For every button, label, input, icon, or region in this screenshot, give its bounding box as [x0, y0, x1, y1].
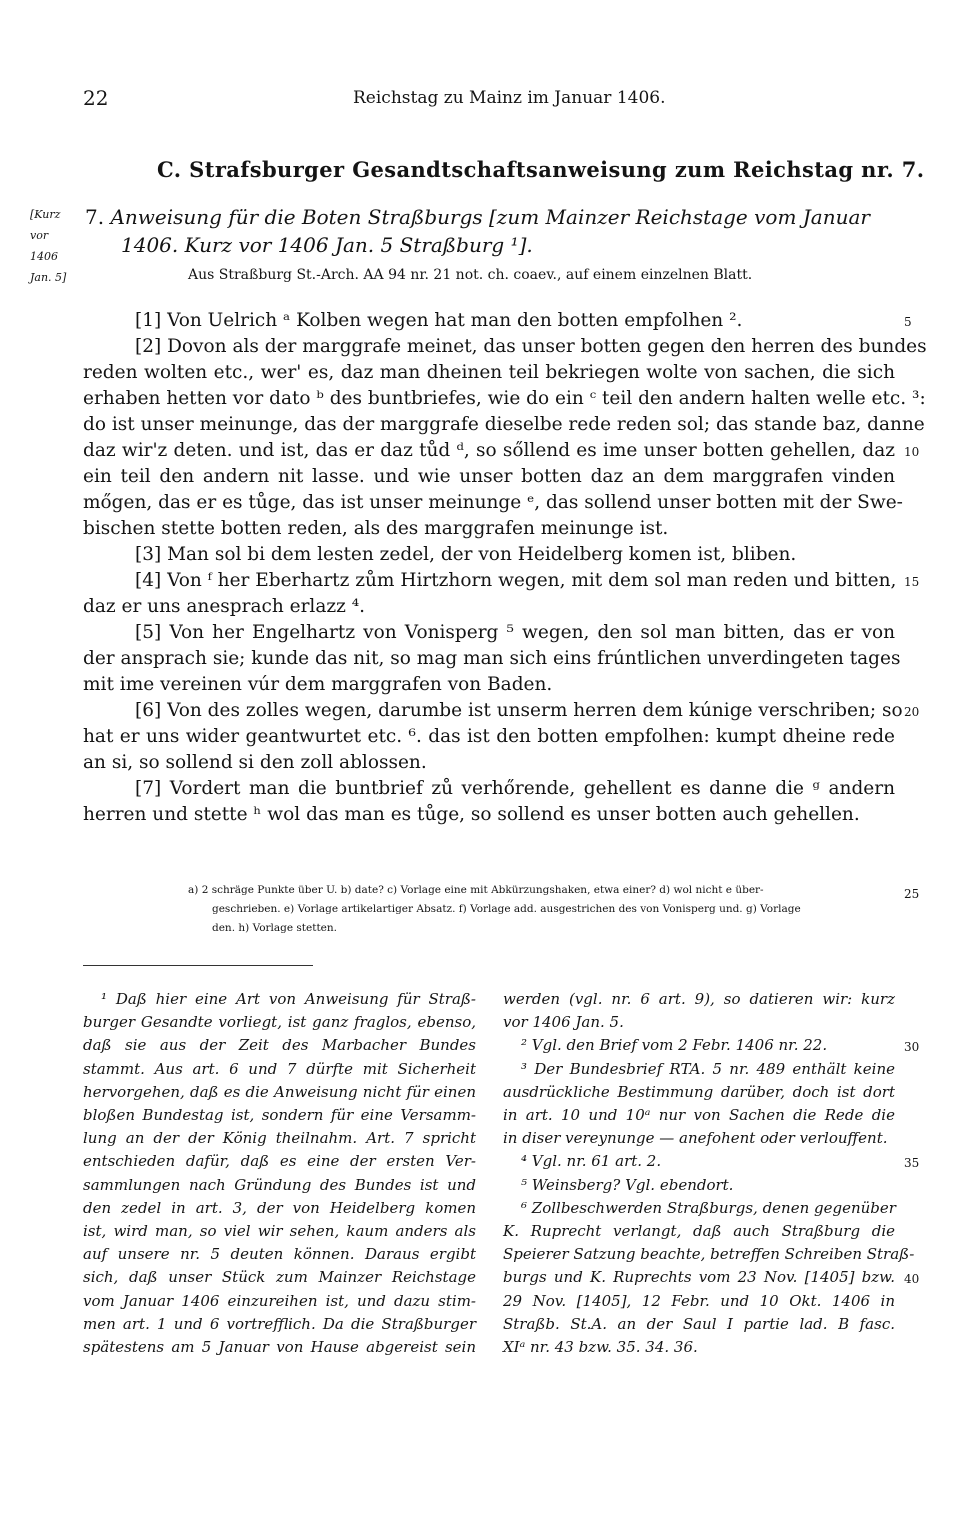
body-line: [7] Vordert man die buntbrief zů verhőrende, gehellent es danne die ᵍ andern: [135, 778, 895, 799]
footnote-line: vor 1406 Jan. 5.: [503, 1013, 624, 1032]
footnote-line: ⁵ Weinsberg? Vgl. ebendort.: [521, 1175, 734, 1194]
line-number: 20: [904, 705, 920, 719]
page-number: 22: [83, 86, 109, 110]
body-line: [3] Man sol bi dem lesten zedel, der von Heidelberg komen ist, bliben.: [135, 544, 797, 565]
body-line: erhaben hetten vor dato ᵇ des buntbriefes, wie do ein ᶜ teil den andern halten welle etc. ³:: [83, 388, 926, 409]
footnote-line: den zedel in art. 3, der von Heidelberg komen: [83, 1198, 476, 1217]
body-line: ein teil den andern nit lasse. und wie unser botten daz an dem marggrafen vinden: [83, 466, 895, 487]
body-line: der ansprach sie; kunde das nit, so mag man sich eins frúntlichen unverdingeten tages: [83, 648, 901, 669]
margin-note-line: vor: [30, 229, 49, 242]
document-number: 7.: [85, 205, 105, 229]
line-number: 40: [904, 1272, 920, 1287]
footnote-line: stammt. Aus art. 6 und 7 dürfte mit Sicherheit: [83, 1059, 476, 1078]
footnote-line: ¹ Daß hier eine Art von Anweisung für Straß-: [101, 990, 476, 1008]
body-line: herren und stette ʰ wol das man es tůge, so sollend es unser botten auch gehellen.: [83, 804, 860, 825]
section-title: C. Strafsburger Gesandtschaftsanweisung zum Reichstag nr. 7.: [157, 157, 925, 182]
body-line: do ist unser meinunge, das der marggrafe dieselbe rede reden sol; das stande baz, danne: [83, 414, 925, 435]
footnote-line: ³ Der Bundesbrief RTA. 5 nr. 489 enthält keine: [521, 1059, 895, 1078]
line-number: 5: [904, 315, 912, 329]
margin-note-line: Jan. 5]: [30, 271, 67, 284]
footnote-line: ausdrückliche Bestimmung darüber, doch ist dort: [503, 1082, 895, 1101]
footnote-line: sammlungen nach Gründung des Bundes ist und: [83, 1175, 476, 1194]
body-line: daz er uns anesprach erlazz ⁴.: [83, 596, 366, 617]
footnote-line: entschieden dafür, daß es eine der ersten Ver-: [83, 1152, 476, 1171]
line-number: 30: [904, 1040, 920, 1055]
document-title: [85, 203, 870, 259]
footnote-line: in diser vereynunge — anefohent oder verlouffent.: [503, 1129, 888, 1148]
source-line: Aus Straßburg St.-Arch. AA 94 nr. 21 not. ch. coaev., auf einem einzelnen Blatt.: [188, 267, 753, 283]
body-line: hat er uns wider geantwurtet etc. ⁶. das ist den botten empfolhen: kumpt dheine rede: [83, 726, 895, 747]
footnote-line: lung an der der König theilnahm. Art. 7 spricht: [83, 1129, 476, 1148]
margin-date-note: [30, 204, 66, 288]
body-line: mőgen, das er es tůge, das ist unser meinunge ᵉ, das sollend unser botten mit der Swe-: [83, 492, 903, 513]
footnote-line: bloßen Bundestag ist, sondern für eine Versamm-: [83, 1106, 476, 1125]
footnote-line: 29 Nov. [1405], 12 Febr. und 10 Okt. 1406 in: [503, 1291, 895, 1310]
footnote-line: werden (vgl. nr. 6 art. 9), so datieren wir: kurz: [503, 990, 895, 1008]
footnotes-left-column: [83, 988, 476, 1359]
doc-title-line: Anweisung für die Boten Straßburgs [zum Mainzer Reichstage vom Januar: [110, 205, 870, 229]
margin-note-line: 1406: [30, 250, 58, 263]
body-line: daz wir'z deten. und ist, das er daz tůd ᵈ, so sőllend es ime unser botten gehellen, daz: [83, 440, 895, 461]
body-line: bischen stette botten reden, als des marggrafen meinunge ist.: [83, 518, 669, 539]
footnote-line: men art. 1 und 6 vortrefflich. Da die Straßburger: [83, 1314, 476, 1333]
variant-note-line: a) 2 schräge Punkte über U. b) date? c) Vorlage eine mit Abkürzungshaken, etwa einer? d) wol nicht e über-: [188, 884, 764, 896]
footnote-line: in art. 10 und 10ᵃ nur von Sachen die Rede die: [503, 1106, 895, 1125]
line-number: 15: [904, 575, 920, 589]
footnote-line: daß sie aus der Zeit des Marbacher Bundes: [83, 1036, 476, 1055]
line-number: 10: [904, 445, 920, 459]
footnote-line: ⁶ Zollbeschwerden Straßburgs, denen gegenüber: [521, 1198, 896, 1217]
body-line: mit ime vereinen vúr dem marggrafen von Baden.: [83, 674, 553, 695]
footnote-line: auf unsere nr. 5 deuten können. Daraus ergibt: [83, 1245, 476, 1264]
line-number: 25: [904, 887, 920, 901]
footnote-line: burger Gesandte vorliegt, ist ganz fraglos, ebenso,: [83, 1013, 476, 1032]
body-line: [6] Von des zolles wegen, darumbe ist unserm herren dem kúnige verschriben; so: [135, 700, 903, 721]
margin-note-line: [Kurz: [30, 208, 61, 221]
body-line: [2] Dovon als der marggrafe meinet, das unser botten gegen den herren des bundes: [135, 336, 927, 357]
line-number: 35: [904, 1156, 920, 1171]
footnote-rule: [83, 965, 313, 966]
footnote-line: burgs und K. Ruprechts vom 23 Nov. [1405] bzw.: [503, 1268, 895, 1287]
body-line: reden wolten etc., wer' es, daz man dheinen teil bekriegen wolte von sachen, die sich: [83, 362, 895, 383]
footnote-line: spätestens am 5 Januar von Hause abgereist sein: [83, 1338, 476, 1357]
body-line: [5] Von her Engelhartz von Vonisperg ⁵ wegen, den sol man bitten, das er von: [135, 622, 895, 643]
body-line: an si, so sollend si den zoll ablossen.: [83, 752, 427, 773]
body-line: [4] Von ᶠ her Eberhartz zům Hirtzhorn wegen, mit dem sol man reden und bitten,: [135, 570, 897, 591]
footnote-line: ist, wird man, so viel wir sehen, kaum anders als: [83, 1222, 476, 1241]
variant-note-line: den. h) Vorlage stetten.: [212, 922, 337, 934]
variant-note-line: geschrieben. e) Vorlage artikelartiger Absatz. f) Vorlage add. ausgestrichen des von Vonisperg und. g) Vorlage: [212, 903, 801, 915]
footnote-line: ⁴ Vgl. nr. 61 art. 2.: [521, 1152, 662, 1171]
footnote-line: Speierer Satzung beachte, betreffen Schreiben Straß-: [503, 1245, 915, 1264]
variant-notes: [188, 881, 888, 938]
footnote-line: K. Ruprecht verlangt, daß auch Straßburg die: [503, 1222, 895, 1241]
footnote-line: ² Vgl. den Brief vom 2 Febr. 1406 nr. 22.: [521, 1036, 828, 1055]
footnote-line: vom Januar 1406 einzureihen ist, und dazu stim-: [83, 1291, 476, 1310]
footnote-line: Straßb. St.A. an der Saul I partie lad. B fasc.: [503, 1314, 895, 1333]
running-head: Reichstag zu Mainz im Januar 1406.: [353, 88, 666, 108]
doc-title-line: 1406. Kurz vor 1406 Jan. 5 Straßburg ¹].: [121, 233, 533, 257]
footnote-line: sich, daß unser Stück zum Mainzer Reichstage: [83, 1268, 476, 1287]
footnote-line: XIᵃ nr. 43 bzw. 35. 34. 36.: [503, 1338, 698, 1357]
footnote-line: hervorgehen, daß es die Anweisung nicht für einen: [83, 1082, 476, 1101]
body-line: [1] Von Uelrich ᵃ Kolben wegen hat man den botten empfolhen ².: [135, 310, 743, 331]
